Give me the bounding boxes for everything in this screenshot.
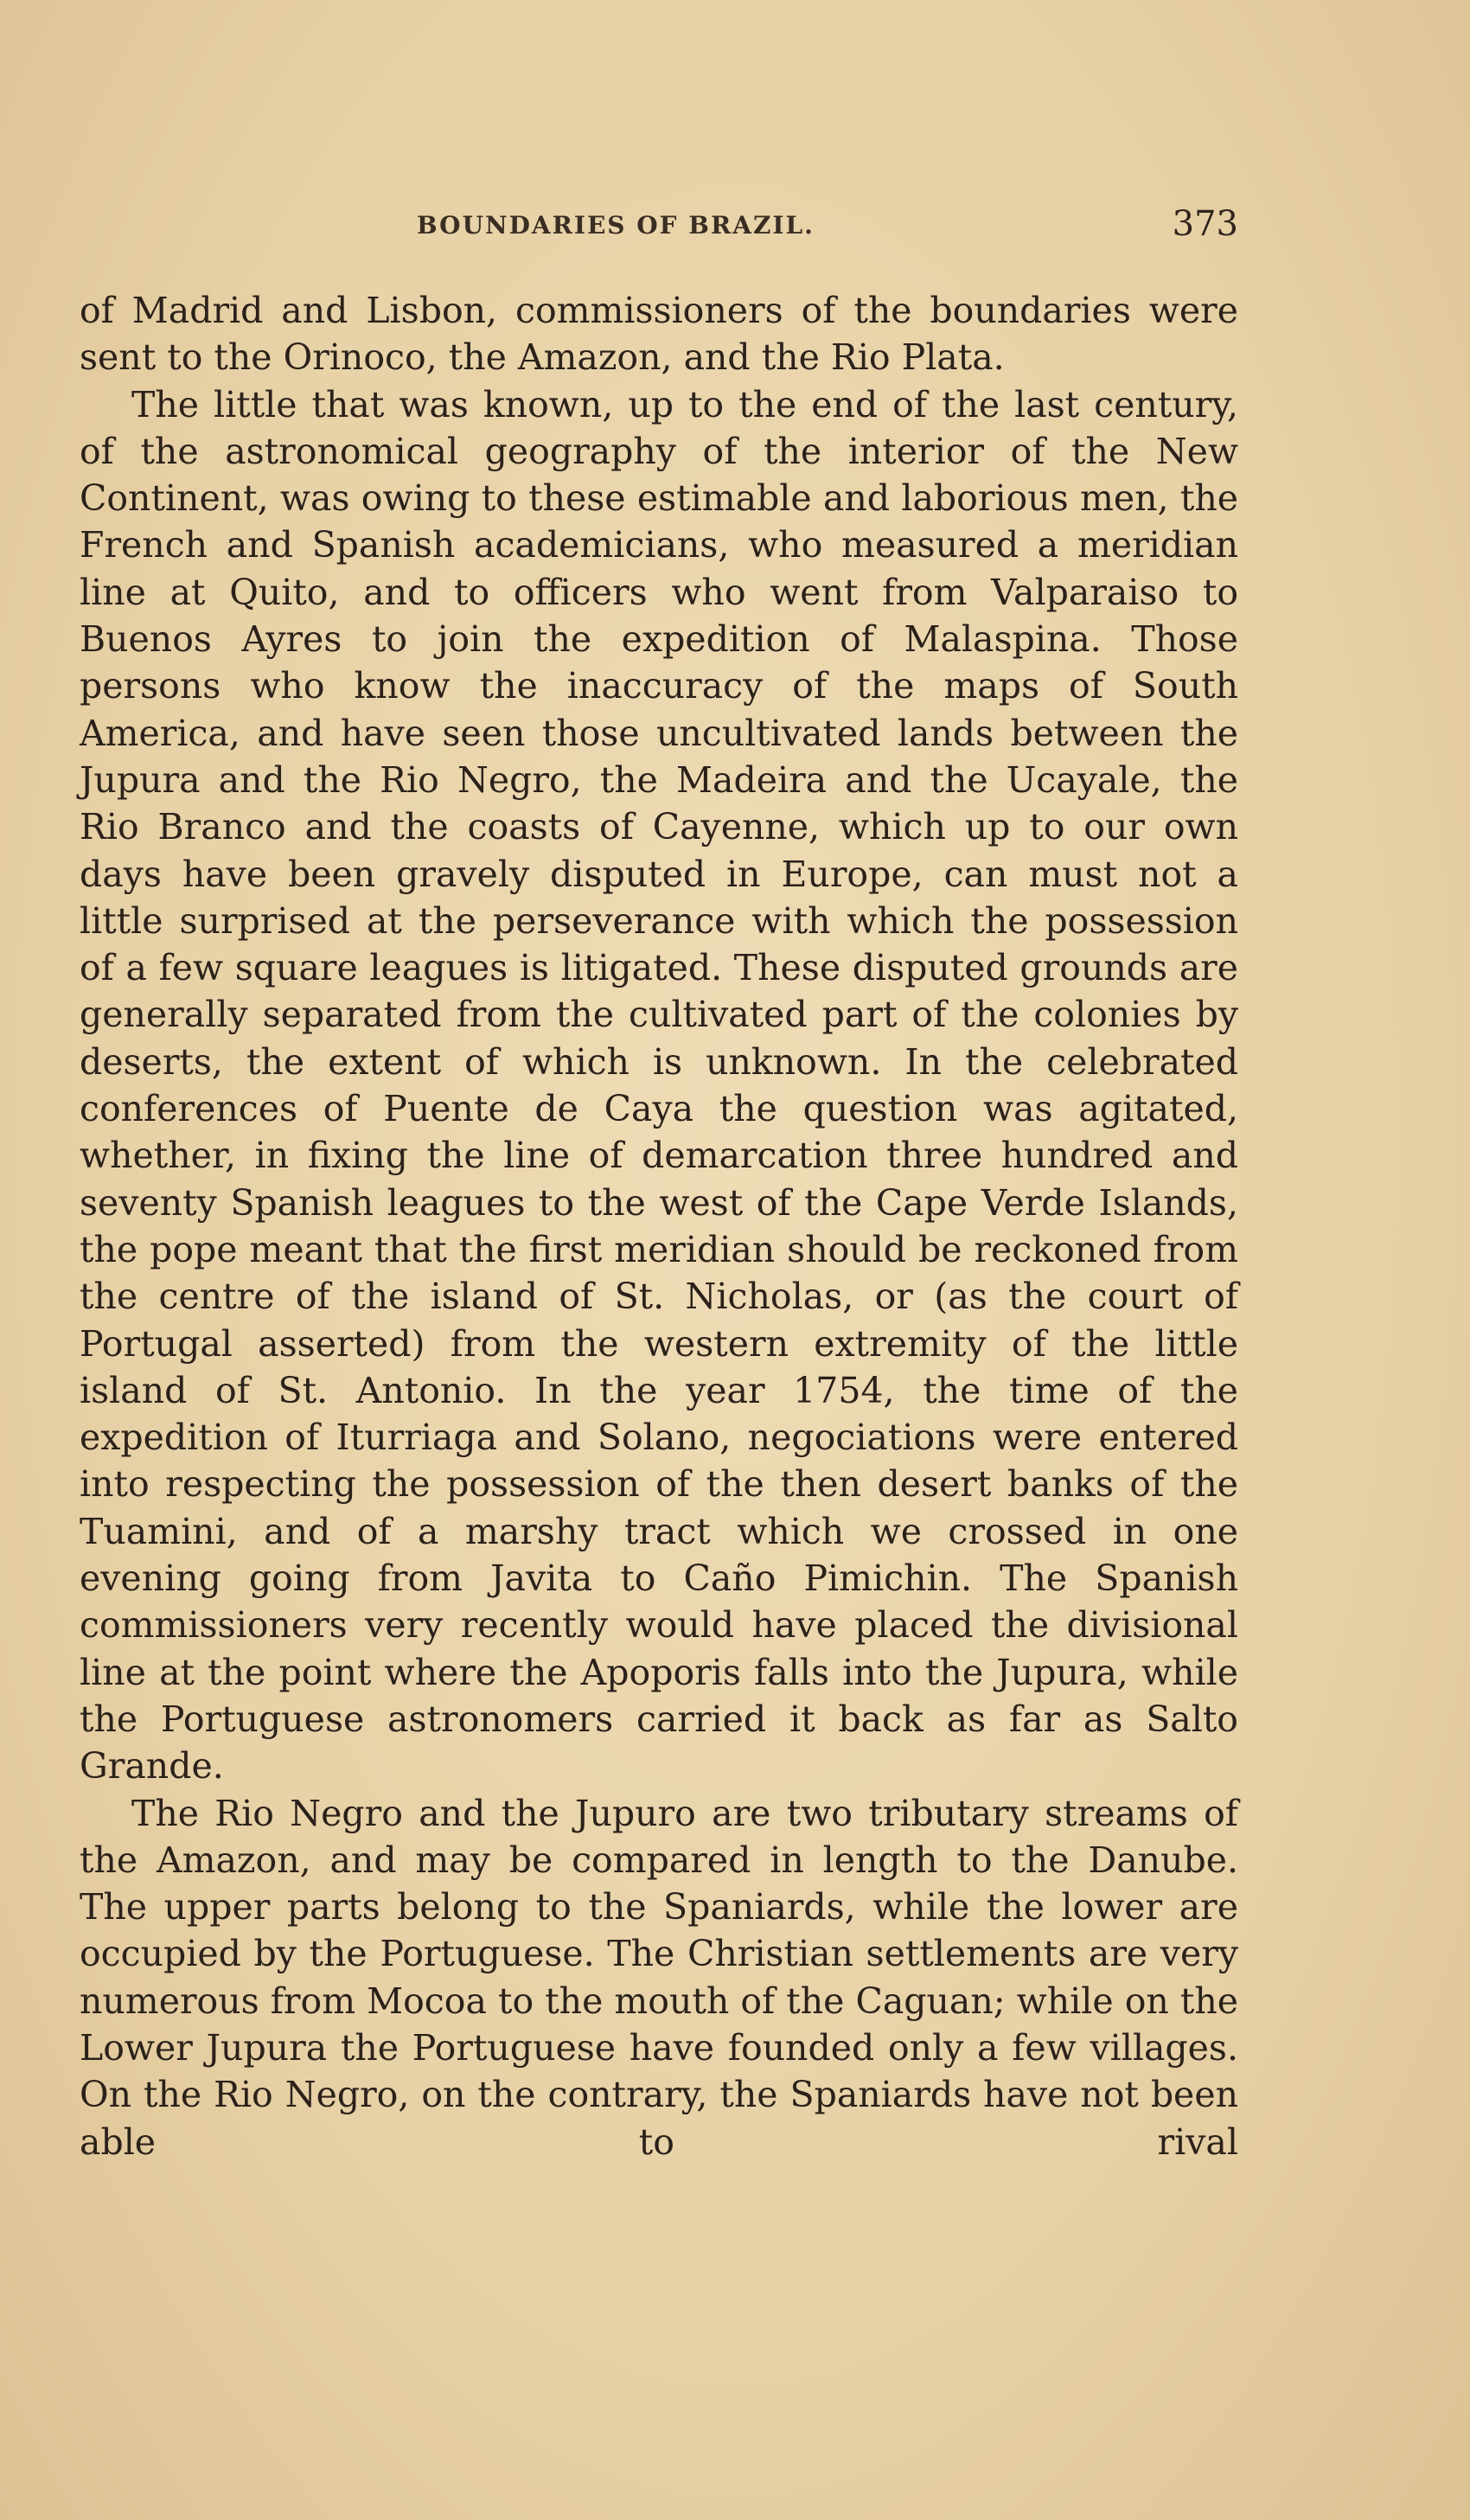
- book-page: [80, 201, 1238, 2165]
- paragraph-1: of Madrid and Lisbon, commissioners of the boundaries were sent to the Orinoco, the Amazon, and the Rio Plata.: [80, 290, 1238, 379]
- body-text: [80, 287, 1238, 2165]
- page-number: 373: [1172, 204, 1238, 244]
- paragraph-2: The little that was known, up to the end of the last century, of the astronomical geography of the interior of the New Continent, was owing to these estimable and laborious men, the French and Spanish academicians, who measured a meridian line at Quito, and to officers who went from Valparaiso to Buenos Ayres to join the expedition of Malaspina. Those persons who know the inaccuracy of the maps of South America, and have seen those uncultivated lands between the Jupura and the Rio Negro, the Madeira and the Ucayale, the Rio Branco and the coasts of Cayenne, which up to our own days have been gravely disputed in Europe, can must not a little surprised at the perseverance with which the possession of a few square leagues is litigated. These disputed grounds are generally separated from the cultivated part of the colonies by deserts, the extent of which is unknown. In the celebrated conferences of Puente de Caya the question was agitated, whether, in fixing the line of demarcation three hundred and seventy Spanish leagues to the west of the Cape Verde Islands, the pope meant that the first meridian should be reckoned from the centre of the island of St. Nicholas, or (as the court of Portugal asserted) from the western extremity of the little island of St. Antonio. In the year 1754, the time of the expedition of Iturriaga and Solano, negociations were entered into respecting the possession of the then desert banks of the Tuamini, and of a marshy tract which we crossed in one evening going from Javita to Caño Pimichin. The Spanish commissioners very recently would have placed the divisional line at the point where the Apoporis falls into the Jupura, while the Portuguese astronomers carried it back as far as Salto Grande.: [80, 383, 1238, 1788]
- running-title: BOUNDARIES OF BRAZIL.: [417, 211, 815, 240]
- paragraph-3: The Rio Negro and the Jupuro are two tributary streams of the Amazon, and may be compared in length to the Danube. The upper parts belong to the Spaniards, while the lower are occupied by the Portuguese. The Christian settlements are very numerous from Mocoa to the mouth of the Caguan; while on the Lower Jupura the Portuguese have founded only a few villages. On the Rio Negro, on the contrary, the Spaniards have not been able to rival: [80, 1792, 1238, 2163]
- running-head: [80, 201, 1238, 253]
